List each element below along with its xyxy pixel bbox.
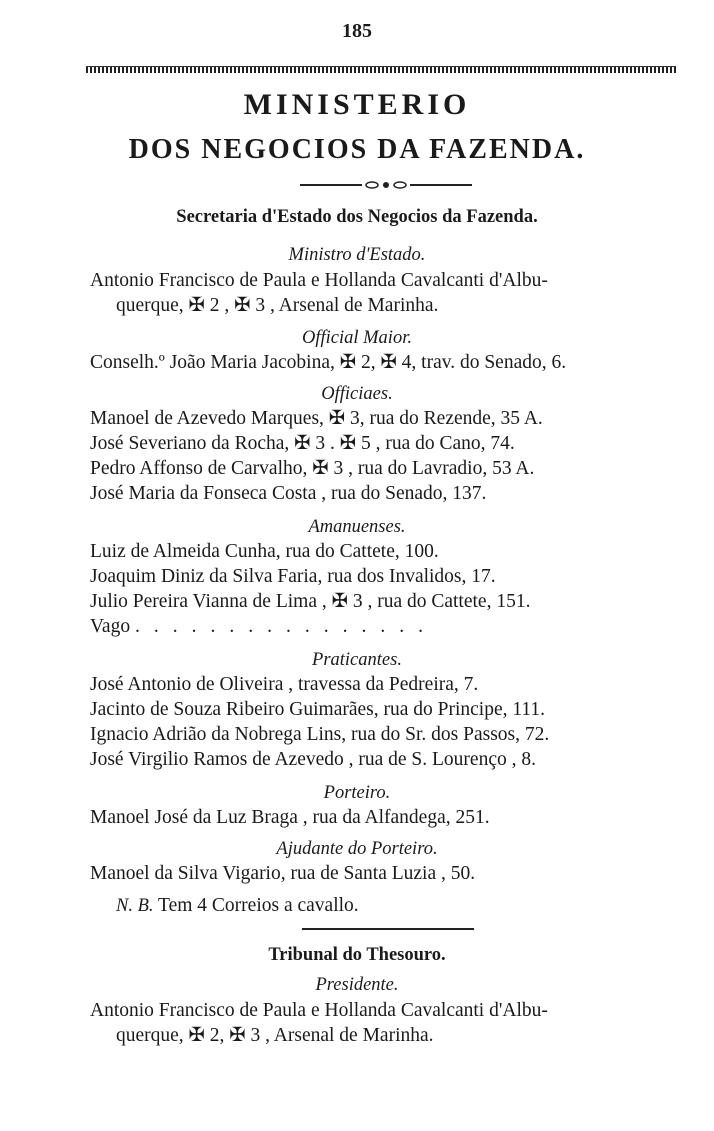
label-ministro: Ministro d'Estado. bbox=[288, 245, 426, 265]
label-official-maior: Official Maior. bbox=[302, 328, 412, 348]
vago-entry bbox=[90, 614, 680, 640]
vago-label: Vago bbox=[90, 616, 131, 637]
ornament-graphic bbox=[300, 180, 472, 190]
label-amanuenses: Amanuenses. bbox=[308, 517, 406, 537]
label-presidente: Presidente. bbox=[315, 975, 399, 995]
presidente-line-2: querque, ✠ 2, ✠ 3 , Arsenal de Marinha. bbox=[116, 1025, 434, 1046]
nb-label: N. B. bbox=[116, 896, 154, 916]
ornamental-divider bbox=[300, 180, 472, 190]
label-praticantes: Praticantes. bbox=[312, 650, 402, 670]
nb-note bbox=[116, 893, 706, 919]
label-officiaes: Officiaes. bbox=[321, 384, 393, 404]
title-line-1: MINISTERIO bbox=[243, 88, 471, 121]
praticante-entry: José Virgilio Ramos de Azevedo , rua de S. Lourenço , 8. bbox=[90, 749, 536, 770]
praticante-entry: Ignacio Adrião da Nobrega Lins, rua do Sr. dos Passos, 72. bbox=[90, 724, 550, 745]
section-heading-tribunal: Tribunal do Thesouro. bbox=[268, 945, 446, 965]
ministro-line-1: Antonio Francisco de Paula e Hollanda Cavalcanti d'Albu- bbox=[90, 270, 548, 291]
officiae-entry: José Maria da Fonseca Costa , rua do Senado, 137. bbox=[90, 483, 487, 504]
presidente-line-1: Antonio Francisco de Paula e Hollanda Cavalcanti d'Albu- bbox=[90, 1000, 548, 1021]
label-ajudante-porteiro: Ajudante do Porteiro. bbox=[276, 839, 438, 859]
page-number: 185 bbox=[342, 20, 372, 42]
vago-dots: ................ bbox=[134, 616, 437, 637]
official-maior-line: Conselh.º João Maria Jacobina, ✠ 2, ✠ 4, trav. do Senado, 6. bbox=[90, 352, 567, 373]
section-divider bbox=[302, 928, 474, 930]
header-rule bbox=[86, 66, 676, 73]
amanuense-entry: Luiz de Almeida Cunha, rua do Cattete, 100. bbox=[90, 541, 439, 562]
amanuense-entry: Joaquim Diniz da Silva Faria, rua dos Invalidos, 17. bbox=[90, 566, 496, 587]
praticante-entry: José Antonio de Oliveira , travessa da Pedreira, 7. bbox=[90, 674, 479, 695]
porteiro-line: Manoel José da Luz Braga , rua da Alfandega, 251. bbox=[90, 807, 490, 828]
amanuense-entry: Julio Pereira Vianna de Lima , ✠ 3 , rua do Cattete, 151. bbox=[90, 591, 531, 612]
officiae-entry: Pedro Affonso de Carvalho, ✠ 3 , rua do Lavradio, 53 A. bbox=[90, 458, 535, 479]
ministro-line-2: querque, ✠ 2 , ✠ 3 , Arsenal de Marinha. bbox=[116, 295, 439, 316]
section-heading-secretaria: Secretaria d'Estado dos Negocios da Fazenda. bbox=[176, 207, 538, 227]
praticante-entry: Jacinto de Souza Ribeiro Guimarães, rua do Principe, 111. bbox=[90, 699, 546, 720]
nb-text: Tem 4 Correios a cavallo. bbox=[158, 895, 359, 916]
ajudante-line: Manoel da Silva Vigario, rua de Santa Luzia , 50. bbox=[90, 863, 476, 884]
officiae-entry: Manoel de Azevedo Marques, ✠ 3, rua do Rezende, 35 A. bbox=[90, 408, 543, 429]
title-line-2: DOS NEGOCIOS DA FAZENDA. bbox=[128, 134, 586, 165]
officiae-entry: José Severiano da Rocha, ✠ 3 . ✠ 5 , rua do Cano, 74. bbox=[90, 433, 515, 454]
label-porteiro: Porteiro. bbox=[323, 783, 391, 803]
